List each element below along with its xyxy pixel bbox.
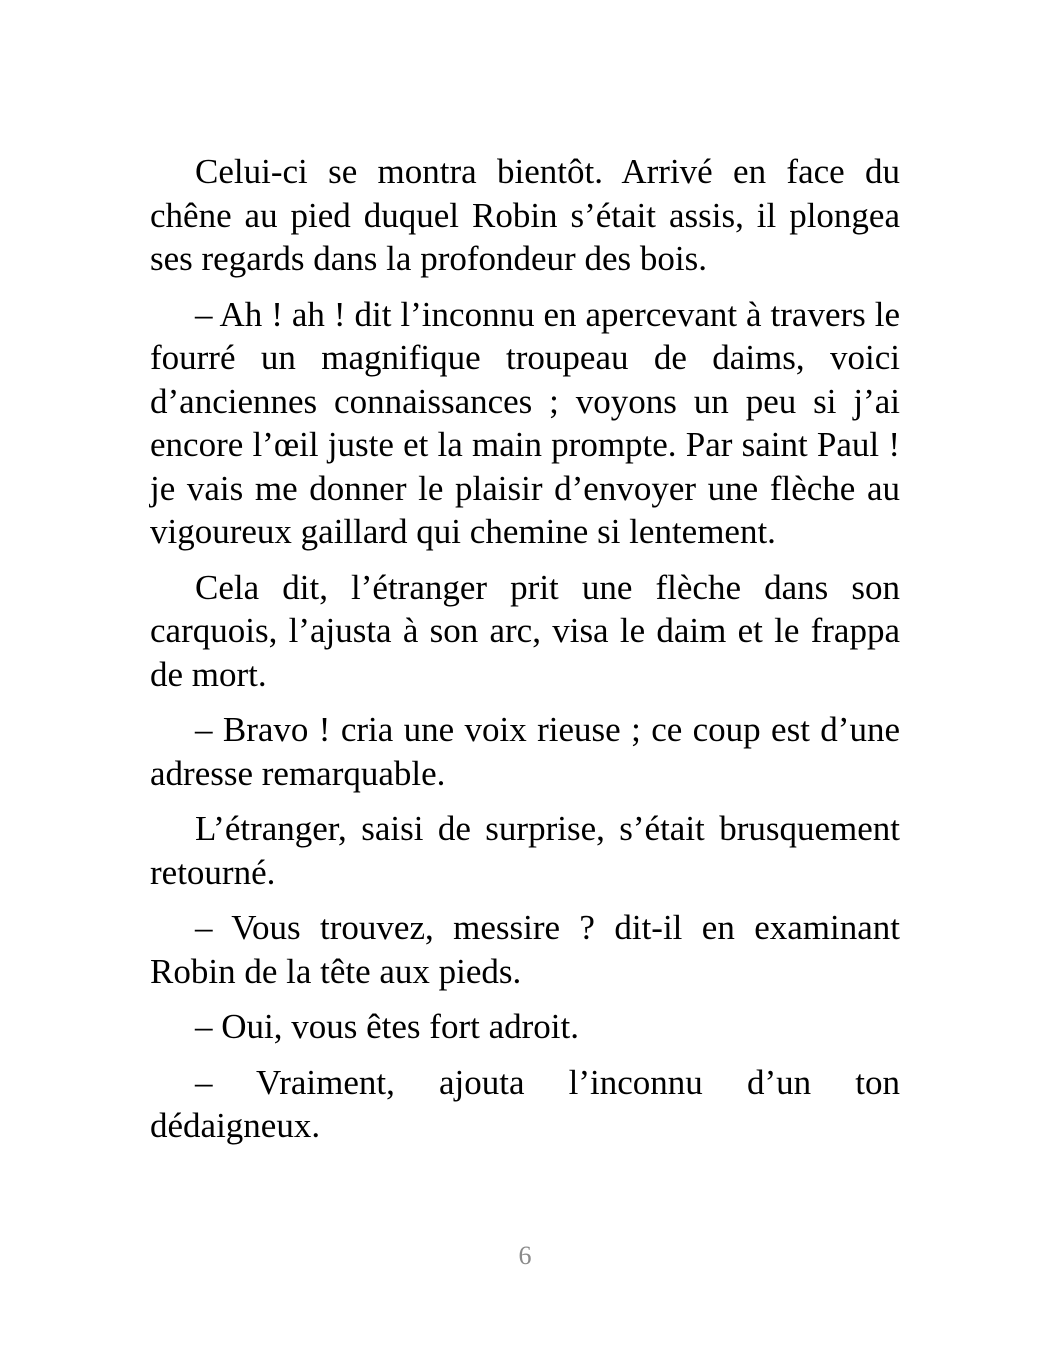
paragraph: – Vous trouvez, messire ? dit-il en examinant Robin de la tête aux pieds. <box>150 908 900 991</box>
page-number: 6 <box>518 1241 532 1270</box>
paragraph: – Vraiment, ajouta l’inconnu d’un ton dédaigneux. <box>150 1062 900 1145</box>
paragraph: – Ah ! ah ! dit l’inconnu en apercevant à travers le fourré un magnifique troupeau de daims, voici d’anciennes connaissances ; voyons un peu si j’ai encore l’œil juste et la main prompte. Par saint Paul ! je vais me donner le plaisir d’envoyer une flèche au vigoureux gaillard qui chemine si lentement. <box>150 294 900 551</box>
paragraph: – Oui, vous êtes fort adroit. <box>195 1007 579 1046</box>
page-text-block <box>150 150 900 1160</box>
paragraph: Celui-ci se montra bientôt. Arrivé en face du chêne au pied duquel Robin s’était assis, il plongea ses regards dans la profondeur des bois. <box>150 152 900 278</box>
paragraph: L’étranger, saisi de surprise, s’était brusquement retourné. <box>150 809 900 892</box>
paragraph: – Bravo ! cria une voix rieuse ; ce coup est d’une adresse remarquable. <box>150 710 900 793</box>
paragraph: Cela dit, l’étranger prit une flèche dans son carquois, l’ajusta à son arc, visa le daim et le frappa de mort. <box>150 567 900 694</box>
